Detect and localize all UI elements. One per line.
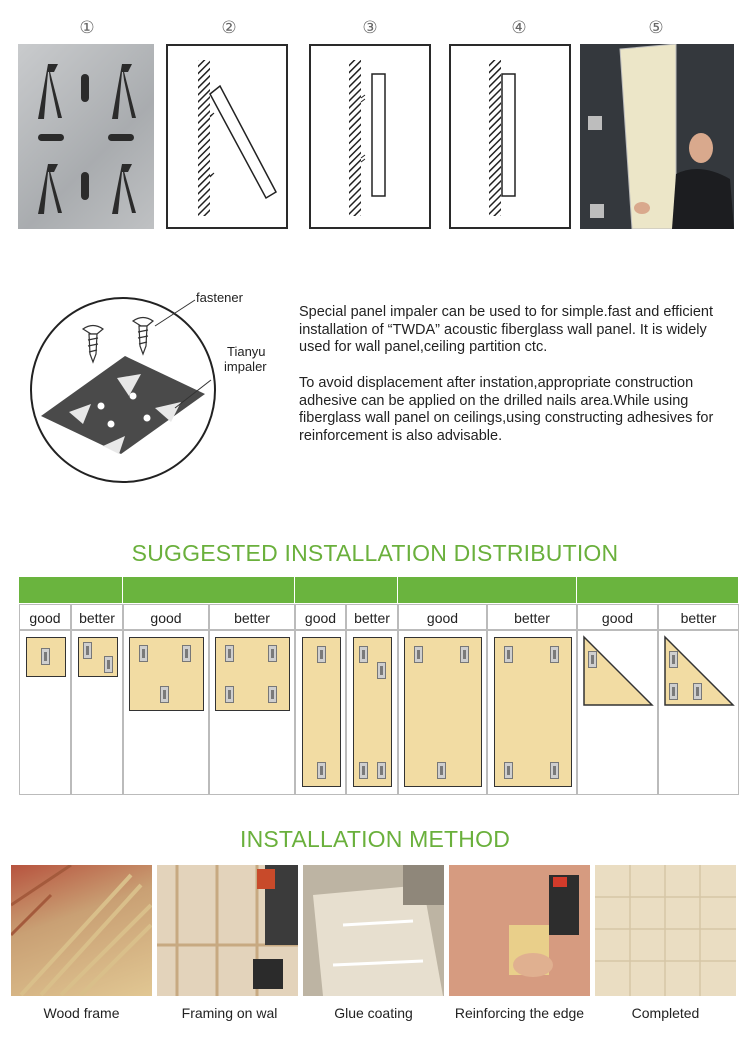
step-number-5: ⑤: [648, 18, 664, 38]
panel-drawing: [404, 637, 482, 787]
column-header-good: good: [123, 604, 209, 630]
column-header-good: good: [19, 604, 71, 630]
column-header-better: better: [346, 604, 398, 630]
fastener-label: fastener: [196, 290, 243, 305]
impaler-icon: [550, 646, 559, 663]
wood-frame-image: [11, 865, 152, 996]
layout-cell: [346, 630, 398, 795]
impaler-icon: [225, 686, 234, 703]
impaler-icon: [41, 648, 50, 665]
distribution-title: SUGGESTED INSTALLATION DISTRIBUTION: [131, 540, 619, 566]
layout-cell: [577, 630, 658, 795]
layout-cell: [123, 630, 209, 795]
step-number-4: ④: [511, 18, 527, 38]
impaler-icon: [139, 645, 148, 662]
caption-reinforcing-edge: Reinforcing the edge: [454, 1005, 585, 1021]
impaler-icon: [317, 646, 326, 663]
impaler-icon: [160, 686, 169, 703]
glue-coating-image: [303, 865, 444, 996]
column-header-better: better: [71, 604, 123, 630]
impaler-icon: [504, 646, 513, 663]
column-header-better: better: [209, 604, 295, 630]
impaler-icon: [359, 762, 368, 779]
impaler-icon: [83, 642, 92, 659]
step-2-diagram: [166, 44, 288, 229]
panel-drawing: [26, 637, 66, 677]
impaler-icon: [104, 656, 113, 673]
layout-cell: [19, 630, 71, 795]
group-header: [295, 577, 398, 603]
impaler-icon: [377, 662, 386, 679]
caption-completed: Completed: [631, 1005, 700, 1021]
impaler-icon: [225, 645, 234, 662]
column-header-good: good: [398, 604, 487, 630]
reinforcing-edge-image: [449, 865, 590, 996]
framing-photo: [157, 865, 298, 996]
group-header: [19, 577, 123, 603]
impaler-icon: [317, 762, 326, 779]
impaler-icon: [268, 686, 277, 703]
panel-drawing: [78, 637, 118, 677]
panel-drawing: [215, 637, 290, 711]
reinforcing-edge-photo: [449, 865, 590, 996]
column-header-better: better: [658, 604, 739, 630]
panel-mounted-drawing: [451, 46, 569, 227]
distribution-table: [19, 577, 739, 795]
impaler-icon: [414, 646, 423, 663]
panel-drawing: [494, 637, 572, 787]
caption-glue-coating: Glue coating: [334, 1005, 413, 1021]
layout-cell: [209, 630, 295, 795]
description-paragraph-2: To avoid displacement after instation,appropriate construction adhesive can be applied on the drilled nails area.While using fiberglass wall panel on ceilings,using constructing adhesives for reinforcement is also advisable.: [299, 375, 714, 444]
caption-framing: Framing on wal: [181, 1005, 278, 1021]
impaler-icon: [550, 762, 559, 779]
panel-drawing: [353, 637, 392, 787]
impaler-icon: [669, 683, 678, 700]
framing-image: [157, 865, 298, 996]
panel-drawing: [129, 637, 204, 711]
layout-cell: [487, 630, 577, 795]
group-header: [123, 577, 295, 603]
caption-wood-frame: Wood frame: [43, 1005, 120, 1021]
impaler-label-line2: impaler: [224, 359, 267, 374]
impaler-icon: [268, 645, 277, 662]
group-header: [577, 577, 739, 603]
completed-photo: [595, 865, 736, 996]
impaler-label-line1: Tianyu: [227, 344, 266, 359]
impaler-icon: [669, 651, 678, 668]
impaler-icon: [693, 683, 702, 700]
panel-approaching-drawing: [311, 46, 429, 227]
layout-cell: [71, 630, 123, 795]
column-header-good: good: [577, 604, 658, 630]
step-number-2: ②: [221, 18, 237, 38]
panel-tilted-drawing: [168, 46, 286, 227]
glue-coating-photo: [303, 865, 444, 996]
layout-cell: [398, 630, 487, 795]
impaler-icon: [437, 762, 446, 779]
impaler-icon: [359, 646, 368, 663]
impaler-icon: [504, 762, 513, 779]
layout-cell: [295, 630, 346, 795]
panel-drawing: [302, 637, 341, 787]
impaler-icon: [182, 645, 191, 662]
installation-photo: [580, 44, 734, 229]
completed-wall-image: [595, 865, 736, 996]
person-installing-image: [580, 44, 734, 229]
triangle-panel-drawing: [578, 631, 657, 711]
impaler-icon: [588, 651, 597, 668]
step-4-diagram: [449, 44, 571, 229]
column-header-good: good: [295, 604, 346, 630]
layout-cell: [658, 630, 739, 795]
impaler-plate-photo: [18, 44, 154, 229]
wood-frame-photo: [11, 865, 152, 996]
step-3-diagram: [309, 44, 431, 229]
impaler-plate-image: [18, 44, 154, 229]
impaler-icon: [377, 762, 386, 779]
step-number-1: ①: [79, 18, 95, 38]
column-header-better: better: [487, 604, 577, 630]
impaler-icon: [460, 646, 469, 663]
method-title: INSTALLATION METHOD: [239, 826, 511, 852]
description-paragraph-1: Special panel impaler can be used to for simple.fast and efficient installation of “TWDA” acoustic fiberglass wall panel. It is widely used for wall panel,ceiling partition ctc.: [299, 304, 714, 355]
group-header: [398, 577, 577, 603]
impaler-detail-diagram: [25, 296, 221, 486]
step-number-3: ③: [362, 18, 378, 38]
